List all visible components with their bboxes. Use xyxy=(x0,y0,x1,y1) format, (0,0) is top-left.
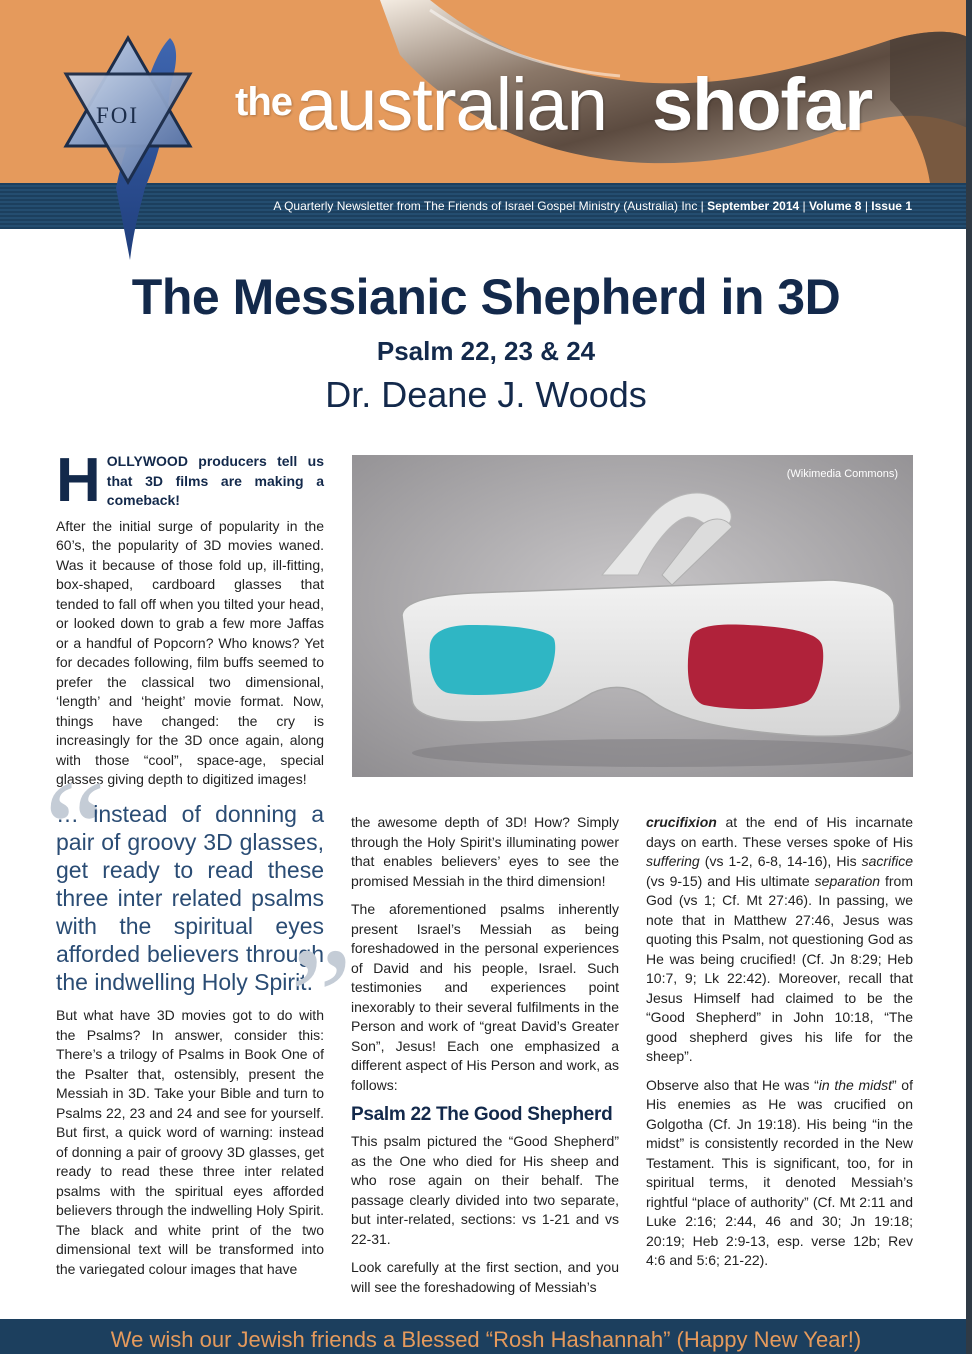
foi-star-logo-icon xyxy=(50,28,230,268)
footer-message: We wish our Jewish friends a Blessed “Rosh Hashannah” (Happy New Year!) xyxy=(110,1327,862,1352)
issue-volume: Volume 8 xyxy=(809,199,862,213)
masthead-title-the: the xyxy=(235,80,292,124)
column-3 xyxy=(646,813,913,1280)
3d-glasses-icon xyxy=(352,455,913,777)
col3-paragraph-2: Observe also that He was “in the midst” of His enemies as He was crucified on Golgotha (Cf. Jn 19:18). His being “in the midst” is consistently recorded in the New Testament. This is significant, too, for in spiritual terms, it denoted Messiah’s rightful “place of authority” (Cf. Mt 2:11 and Luke 2:16; 2:44, 46 and 30; Jn 19:18; 20:19; Heb 2:9-13, esp. verse 12b; Rev 4:6 and 5:6; 21-22). xyxy=(646,1076,913,1268)
open-quote-icon: “ xyxy=(44,752,107,907)
masthead-title-shofar: shofar xyxy=(652,63,873,146)
col2-paragraph-2: The aforementioned psalms inherently present Israel’s Messiah as being foreshadowed in the personal experiences of David and his people, Israel. Such testimonies and experiences point inexorably to their several fulfilments in the Person and work of “great David’s Greater Son”, Jesus! Each one emphasized a different aspect of His Person and work, as follows: xyxy=(351,901,619,1093)
col2-paragraph-3: This psalm pictured the “Good Shepherd” as the One who died for His sheep and who rose again on their behalf. The passage clearly divided into two separate, but inter-related, sections: vs 1-21 and vs 22-31. xyxy=(351,1133,619,1247)
section-heading: Psalm 22 The Good Shepherd xyxy=(351,1104,613,1125)
col1-paragraph: But what have 3D movies got to do with the Psalms? In answer, consider this: There’s a trilogy of Psalms in Book One of the Psalter that, ostensibly, present the Messiah in 3D. Take your Bible and turn to Psalms 22, 23 and 24 and see for yourself. But first, a quick word of warning: instead of donning a pair of groovy 3D glasses, get ready to read these three inter related psalms with the spiritual eyes afforded believers through the indwelling Holy Spirit. The black and white print of the two dimensional text will be transformed into the variegated colour images that have xyxy=(56,1007,324,1277)
issue-date: September 2014 xyxy=(707,199,800,213)
close-quote-icon: ” xyxy=(290,920,353,1075)
issue-number: Issue 1 xyxy=(871,199,912,213)
3d-glasses-photo xyxy=(352,455,913,777)
article-author: Dr. Deane J. Woods xyxy=(325,374,647,415)
masthead-subtitle: A Quarterly Newsletter from The Friends of Israel Gospel Ministry (Australia) Inc | September 2014 | Volume 8 | Issue 1 xyxy=(273,199,912,213)
photo-credit: (Wikimedia Commons) xyxy=(786,468,898,480)
left-lens-icon xyxy=(430,625,556,695)
subtitle-text: A Quarterly Newsletter from The Friends of Israel Gospel Ministry (Australia) Inc xyxy=(273,199,698,213)
col2-paragraph-4: Look carefully at the first section, and you will see the foreshadowing of Messiah’s xyxy=(351,1259,619,1295)
masthead-title-australian: australian xyxy=(296,63,607,146)
column-1 xyxy=(56,1006,324,1279)
pull-quote xyxy=(44,752,353,1075)
pull-quote-text: … instead of donning a pair of groovy 3D glasses, get ready to read these three inter related psalms with the spiritual eyes afforded believers through the indwelling Holy Spirit. xyxy=(56,801,324,995)
intro-paragraph: After the initial surge of popularity in the 60’s, the popularity of 3D movies waned. Was it because of those fold up, ill-fitting, box-shaped, cardboard glasses that tended to fall off when you tilted your head, or looked down to grab a few more Jaffas or a handful of Popcorn? Who knows? Yet for decades following, film buffs seemed to prefer the classical two dimensional, ‘length’ and ‘height’ movie format. Now, things have changed: the cry is increasingly for the 3D once again, along with those “cool”, space-age, special glasses giving depth to digitized images! xyxy=(56,517,324,787)
article-intro xyxy=(56,446,324,790)
footer-banner xyxy=(0,1319,972,1354)
page-edge-shadow xyxy=(966,0,972,1354)
foi-logo-text: FOI xyxy=(96,103,140,128)
right-lens-icon xyxy=(688,625,823,710)
article-subheadline: Psalm 22, 23 & 24 xyxy=(376,336,596,366)
col2-paragraph-1: the awesome depth of 3D! How? Simply through the Holy Spirit’s illuminating power that enables believers’ eyes to see the promised Messiah in the third dimension! xyxy=(351,814,619,889)
column-2 xyxy=(351,813,619,1306)
col3-paragraph-1: crucifixion at the end of His incarnate days on earth. These verses spoke of His suffering (vs 1-2, 6-8, 14-16), His sacrifice (vs 9-15) and His ultimate separation from God (vs 1; Cf. Mt 27:46). In passing, we note that in Matthew 27:46, Jesus was quoting this Psalm, not questioning God as He was being crucified! (Cf. Jn 8:29; Heb 10:7, 9; Lk 22:42). Moreover, recall that Jesus Himself had claimed to be the “Good Shepherd” in John 10:18, “The good shepherd gives his life for the sheep”. xyxy=(646,814,913,1064)
article-lead: OLLYWOOD producers tell us that 3D films are making a comeback! xyxy=(106,453,324,508)
drop-cap: H xyxy=(56,446,101,515)
article-headline: The Messianic Shepherd in 3D xyxy=(131,269,841,325)
